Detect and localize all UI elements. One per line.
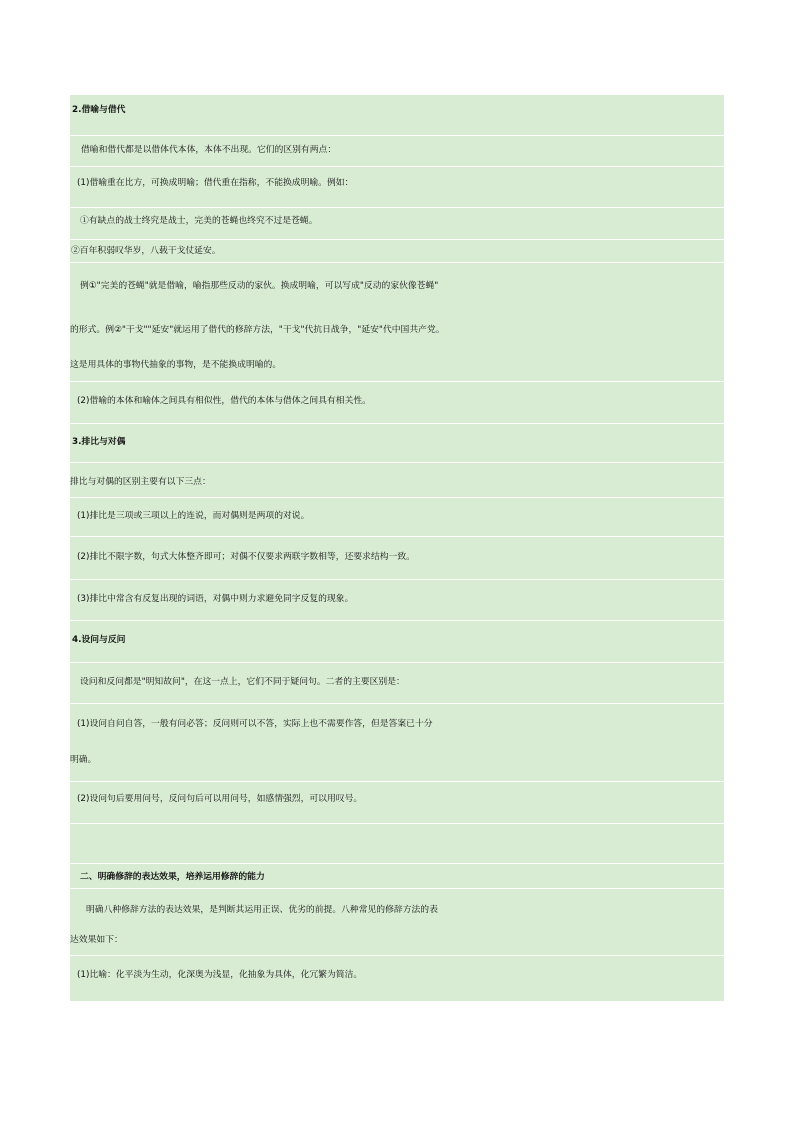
row-separator [70,781,724,782]
part-2-intro-line-1: 明确八种修辞方法的表达效果，是判断其运用正误、优劣的前提。八种常见的修辞方法的表 [86,905,438,915]
section-4-title: 4.设问与反问 [72,635,126,645]
section-3-point-3: (3)排比中常含有反复出现的词语，对偶中则力求避免同字反复的现象。 [77,594,354,604]
row-separator [70,207,724,208]
section-3-point-1: (1)排比是三项或三项以上的连说，而对偶则是两项的对说。 [77,511,310,521]
row-separator [70,823,724,824]
row-separator [70,135,724,136]
part-2-intro-line-2: 达效果如下： [70,935,123,945]
section-4-intro: 设问和反问都是"明知故问"，在这一点上，它们不同于疑问句。二者的主要区别是： [80,677,405,687]
row-separator [70,239,724,240]
row-separator [70,579,724,580]
section-2-example-1: ①有缺点的战士终究是战士，完美的苍蝇也终究不过是苍蝇。 [80,216,318,226]
row-separator [70,863,724,864]
section-4-point-2: (2)设问句后要用问号，反问句后可以用问号，如感情强烈，可以用叹号。 [77,794,363,804]
section-2-explanation-line-2: 的形式。例②"干戈""延安"就运用了借代的修辞方法，"干戈"代抗日战争，"延安"代中国共产党。 [70,325,445,335]
row-separator [70,262,724,263]
part-2-title: 二、明确修辞的表达效果，培养运用修辞的能力 [80,872,265,882]
section-2-intro: 借喻和借代都是以借体代本体，本体不出现。它们的区别有两点： [81,145,337,155]
section-2-point-1: (1)借喻重在比方，可换成明喻；借代重在指称，不能换成明喻。例如： [77,178,354,188]
section-2-point-2: (2)借喻的本体和喻体之间具有相似性，借代的本体与借体之间具有相关性。 [77,396,371,406]
section-4-point-1-line-1: (1)设问自问自答，一般有问必答；反问则可以不答，实际上也不需要作答，但是答案已十分 [77,719,433,729]
section-2-explanation-line-3: 这是用具体的事物代抽象的事物，是不能换成明喻的。 [70,360,282,370]
row-separator [70,536,724,537]
row-separator [70,888,724,889]
section-3-point-2: (2)排比不限字数，句式大体整齐即可；对偶不仅要求两联字数相等，还要求结构一致。 [77,552,415,562]
section-2-explanation-line-1: 例①"完美的苍蝇"就是借喻，喻指那些反动的家伙。换成明喻，可以写成"反动的家伙像苍蝇" [80,281,439,291]
row-separator [70,662,724,663]
row-separator [70,955,724,956]
row-separator [70,381,724,382]
section-2-example-2: ②百年积弱叹华岁，八载干戈仗延安。 [71,246,221,256]
section-4-point-1-line-2: 明确。 [70,755,97,765]
row-separator [70,620,724,621]
section-3-intro: 排比与对偶的区别主要有以下三点： [70,477,211,487]
part-2-point-1: (1)比喻：化平淡为生动，化深奥为浅显，化抽象为具体，化冗繁为简洁。 [77,970,363,980]
row-separator [70,166,724,167]
row-separator [70,497,724,498]
section-2-title: 2.借喻与借代 [72,105,126,115]
row-separator [70,703,724,704]
section-3-title: 3.排比与对偶 [72,437,126,447]
row-separator [70,462,724,463]
row-separator [70,423,724,424]
